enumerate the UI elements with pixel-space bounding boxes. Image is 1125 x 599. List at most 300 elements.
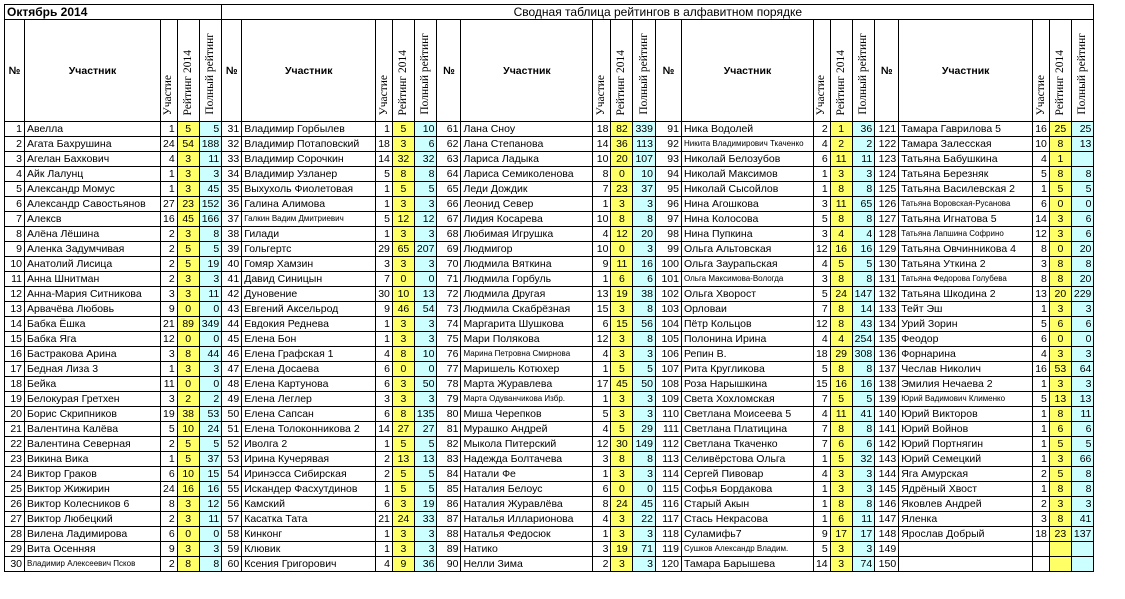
- cell-participant[interactable]: Алексв: [25, 212, 161, 227]
- cell-rating-2014[interactable]: [1049, 557, 1071, 572]
- cell-full-rating[interactable]: 0: [199, 377, 222, 392]
- cell-full-rating[interactable]: 4: [852, 227, 875, 242]
- cell-participant[interactable]: Полонина Ирина: [681, 332, 813, 347]
- cell-participation[interactable]: 2: [161, 242, 178, 257]
- cell-participation[interactable]: 27: [161, 197, 178, 212]
- cell-participant[interactable]: Татьяна Игнатова 5: [899, 212, 1033, 227]
- cell-participation[interactable]: 1: [376, 227, 393, 242]
- cell-full-rating[interactable]: 8: [852, 497, 875, 512]
- cell-rating-2014[interactable]: 38: [177, 407, 199, 422]
- cell-participant[interactable]: Людмила Вяткина: [461, 257, 593, 272]
- cell-number[interactable]: 27: [5, 512, 25, 527]
- cell-number[interactable]: 66: [437, 197, 461, 212]
- cell-participant[interactable]: Мыкола Питерский: [461, 437, 593, 452]
- cell-number[interactable]: 21: [5, 422, 25, 437]
- cell-participant[interactable]: Николай Сысойлов: [681, 182, 813, 197]
- cell-rating-2014[interactable]: 45: [611, 377, 633, 392]
- cell-participation[interactable]: 14: [1033, 212, 1050, 227]
- cell-participation[interactable]: 6: [593, 482, 611, 497]
- cell-number[interactable]: 5: [5, 182, 25, 197]
- cell-number[interactable]: 98: [655, 227, 681, 242]
- cell-full-rating[interactable]: 3: [414, 542, 437, 557]
- cell-participation[interactable]: 4: [813, 407, 830, 422]
- cell-number[interactable]: 142: [875, 437, 899, 452]
- cell-rating-2014[interactable]: 3: [392, 332, 414, 347]
- cell-number[interactable]: 116: [655, 497, 681, 512]
- cell-participant[interactable]: Агелан Бахкович: [25, 152, 161, 167]
- cell-rating-2014[interactable]: 0: [392, 272, 414, 287]
- cell-number[interactable]: 49: [222, 392, 242, 407]
- cell-rating-2014[interactable]: 0: [1049, 332, 1071, 347]
- cell-participation[interactable]: 12: [1033, 227, 1050, 242]
- header-participation[interactable]: [161, 20, 178, 122]
- cell-rating-2014[interactable]: 53: [1049, 362, 1071, 377]
- cell-rating-2014[interactable]: 12: [611, 227, 633, 242]
- cell-full-rating[interactable]: 8: [633, 452, 656, 467]
- cell-participant[interactable]: Клювик: [242, 542, 376, 557]
- cell-rating-2014[interactable]: 8: [611, 452, 633, 467]
- cell-full-rating[interactable]: 15: [199, 467, 222, 482]
- cell-rating-2014[interactable]: 3: [1049, 347, 1071, 362]
- cell-number[interactable]: 46: [222, 347, 242, 362]
- cell-full-rating[interactable]: 20: [633, 227, 656, 242]
- cell-rating-2014[interactable]: 45: [177, 212, 199, 227]
- header-full-rating[interactable]: [633, 20, 656, 122]
- cell-full-rating[interactable]: 308: [852, 347, 875, 362]
- header-full-rating[interactable]: [414, 20, 437, 122]
- cell-participant[interactable]: Татьяна Воровская-Русанова: [899, 197, 1033, 212]
- cell-full-rating[interactable]: 5: [199, 437, 222, 452]
- cell-number[interactable]: 15: [5, 332, 25, 347]
- cell-number[interactable]: 76: [437, 347, 461, 362]
- cell-participant[interactable]: Елена Сапсан: [242, 407, 376, 422]
- cell-participation[interactable]: 14: [813, 557, 830, 572]
- cell-rating-2014[interactable]: 8: [1049, 482, 1071, 497]
- cell-rating-2014[interactable]: 4: [830, 332, 852, 347]
- cell-participation[interactable]: 16: [1033, 122, 1050, 137]
- cell-rating-2014[interactable]: 3: [830, 482, 852, 497]
- cell-participation[interactable]: 7: [593, 182, 611, 197]
- cell-number[interactable]: 79: [437, 392, 461, 407]
- cell-participation[interactable]: 1: [1033, 437, 1050, 452]
- cell-number[interactable]: 51: [222, 422, 242, 437]
- cell-participation[interactable]: 4: [593, 422, 611, 437]
- cell-rating-2014[interactable]: 29: [830, 347, 852, 362]
- cell-participant[interactable]: Давид Синицын: [242, 272, 376, 287]
- cell-number[interactable]: 45: [222, 332, 242, 347]
- cell-rating-2014[interactable]: 6: [1049, 317, 1071, 332]
- cell-full-rating[interactable]: 0: [414, 272, 437, 287]
- cell-participant[interactable]: Вилена Ладимирова: [25, 527, 161, 542]
- cell-full-rating[interactable]: 8: [633, 212, 656, 227]
- cell-rating-2014[interactable]: 8: [1049, 407, 1071, 422]
- cell-number[interactable]: 57: [222, 512, 242, 527]
- cell-participant[interactable]: Света Хохломская: [681, 392, 813, 407]
- cell-number[interactable]: 105: [655, 332, 681, 347]
- cell-full-rating[interactable]: 113: [633, 137, 656, 152]
- cell-participant[interactable]: Лидия Косарева: [461, 212, 593, 227]
- cell-number[interactable]: 95: [655, 182, 681, 197]
- cell-number[interactable]: 40: [222, 257, 242, 272]
- cell-participant[interactable]: Ника Водолей: [681, 122, 813, 137]
- cell-full-rating[interactable]: 25: [1071, 122, 1094, 137]
- cell-full-rating[interactable]: 2: [199, 392, 222, 407]
- cell-participant[interactable]: Владимир Горбылев: [242, 122, 376, 137]
- cell-number[interactable]: 28: [5, 527, 25, 542]
- cell-participation[interactable]: 1: [376, 482, 393, 497]
- cell-participant[interactable]: Виктор Любецкий: [25, 512, 161, 527]
- cell-rating-2014[interactable]: 5: [830, 392, 852, 407]
- cell-number[interactable]: 67: [437, 212, 461, 227]
- cell-number[interactable]: 62: [437, 137, 461, 152]
- cell-number[interactable]: 37: [222, 212, 242, 227]
- cell-participant[interactable]: Юрий Семецкий: [899, 452, 1033, 467]
- cell-participation[interactable]: 6: [813, 152, 830, 167]
- cell-participant[interactable]: Иволга 2: [242, 437, 376, 452]
- cell-number[interactable]: 63: [437, 152, 461, 167]
- cell-full-rating[interactable]: 19: [414, 497, 437, 512]
- header-rating-2014[interactable]: [177, 20, 199, 122]
- cell-rating-2014[interactable]: 6: [611, 272, 633, 287]
- header-participation[interactable]: [593, 20, 611, 122]
- cell-rating-2014[interactable]: 3: [611, 332, 633, 347]
- cell-full-rating[interactable]: 0: [199, 527, 222, 542]
- cell-number[interactable]: 144: [875, 467, 899, 482]
- cell-rating-2014[interactable]: 2: [177, 392, 199, 407]
- cell-full-rating[interactable]: 16: [633, 257, 656, 272]
- cell-full-rating[interactable]: 3: [633, 407, 656, 422]
- cell-participant[interactable]: Маришель Котюхер: [461, 362, 593, 377]
- cell-full-rating[interactable]: 5: [1071, 182, 1094, 197]
- cell-full-rating[interactable]: 32: [852, 452, 875, 467]
- cell-full-rating[interactable]: 137: [1071, 527, 1094, 542]
- cell-rating-2014[interactable]: 8: [1049, 137, 1071, 152]
- cell-full-rating[interactable]: 38: [633, 287, 656, 302]
- cell-participation[interactable]: 4: [1033, 347, 1050, 362]
- cell-participation[interactable]: 14: [376, 152, 393, 167]
- cell-participant[interactable]: Яга Амурская: [899, 467, 1033, 482]
- cell-full-rating[interactable]: 3: [414, 332, 437, 347]
- cell-number[interactable]: 52: [222, 437, 242, 452]
- cell-participant[interactable]: Елена Бон: [242, 332, 376, 347]
- cell-participation[interactable]: 18: [593, 122, 611, 137]
- cell-rating-2014[interactable]: 8: [830, 422, 852, 437]
- cell-participant[interactable]: Яковлев Андрей: [899, 497, 1033, 512]
- cell-number[interactable]: 11: [5, 272, 25, 287]
- cell-participation[interactable]: 1: [593, 467, 611, 482]
- cell-participant[interactable]: Урий Зорин: [899, 317, 1033, 332]
- cell-participation[interactable]: 4: [376, 347, 393, 362]
- cell-number[interactable]: 100: [655, 257, 681, 272]
- cell-rating-2014[interactable]: 5: [392, 182, 414, 197]
- cell-participation[interactable]: 7: [813, 392, 830, 407]
- cell-full-rating[interactable]: 20: [1071, 272, 1094, 287]
- cell-rating-2014[interactable]: 3: [830, 167, 852, 182]
- cell-full-rating[interactable]: 12: [414, 212, 437, 227]
- cell-full-rating[interactable]: 5: [199, 122, 222, 137]
- cell-rating-2014[interactable]: 3: [177, 362, 199, 377]
- cell-participation[interactable]: 1: [161, 167, 178, 182]
- cell-full-rating[interactable]: 65: [852, 197, 875, 212]
- cell-participant[interactable]: Сергей Пивовар: [681, 467, 813, 482]
- cell-participation[interactable]: 1: [376, 122, 393, 137]
- cell-participant[interactable]: Белокурая Гретхен: [25, 392, 161, 407]
- cell-participation[interactable]: 8: [593, 497, 611, 512]
- cell-participation[interactable]: 1: [593, 272, 611, 287]
- cell-participant[interactable]: Александр Момус: [25, 182, 161, 197]
- cell-participation[interactable]: 4: [813, 257, 830, 272]
- cell-participation[interactable]: 2: [161, 257, 178, 272]
- cell-participation[interactable]: 1: [813, 482, 830, 497]
- cell-participant[interactable]: Владимир Сорочкин: [242, 152, 376, 167]
- cell-rating-2014[interactable]: 5: [392, 437, 414, 452]
- cell-number[interactable]: 108: [655, 377, 681, 392]
- cell-participation[interactable]: 7: [813, 302, 830, 317]
- cell-participation[interactable]: 12: [813, 242, 830, 257]
- cell-participant[interactable]: Тамара Гаврилова 5: [899, 122, 1033, 137]
- cell-rating-2014[interactable]: 10: [177, 467, 199, 482]
- cell-rating-2014[interactable]: 10: [392, 287, 414, 302]
- cell-participation[interactable]: 10: [593, 152, 611, 167]
- cell-participation[interactable]: 3: [813, 197, 830, 212]
- cell-rating-2014[interactable]: 11: [611, 257, 633, 272]
- cell-rating-2014[interactable]: [1049, 542, 1071, 557]
- cell-participant[interactable]: Юрий Портнягин: [899, 437, 1033, 452]
- month-title[interactable]: Октябрь 2014: [5, 5, 222, 20]
- cell-number[interactable]: 47: [222, 362, 242, 377]
- cell-full-rating[interactable]: 10: [414, 122, 437, 137]
- cell-participant[interactable]: Александр Савостьянов: [25, 197, 161, 212]
- header-rating-2014[interactable]: [1049, 20, 1071, 122]
- cell-participation[interactable]: 8: [1033, 272, 1050, 287]
- cell-participant[interactable]: Лариса Семиколенова: [461, 167, 593, 182]
- cell-rating-2014[interactable]: 23: [177, 197, 199, 212]
- cell-participant[interactable]: Светлана Ткаченко: [681, 437, 813, 452]
- cell-participation[interactable]: 3: [1033, 257, 1050, 272]
- cell-participation[interactable]: 7: [813, 422, 830, 437]
- cell-rating-2014[interactable]: 8: [177, 557, 199, 572]
- cell-number[interactable]: 7: [5, 212, 25, 227]
- cell-participation[interactable]: 1: [813, 182, 830, 197]
- cell-participation[interactable]: 2: [161, 437, 178, 452]
- cell-full-rating[interactable]: 339: [633, 122, 656, 137]
- cell-participation[interactable]: 14: [593, 137, 611, 152]
- cell-rating-2014[interactable]: 3: [177, 152, 199, 167]
- cell-participant[interactable]: Никита Владимирович Ткаченко: [681, 137, 813, 152]
- cell-rating-2014[interactable]: 5: [392, 467, 414, 482]
- cell-participation[interactable]: 2: [161, 512, 178, 527]
- cell-participant[interactable]: Любимая Игрушка: [461, 227, 593, 242]
- cell-participant[interactable]: Юрий Войнов: [899, 422, 1033, 437]
- cell-full-rating[interactable]: 3: [414, 527, 437, 542]
- cell-rating-2014[interactable]: 3: [611, 527, 633, 542]
- cell-full-rating[interactable]: 5: [1071, 437, 1094, 452]
- cell-full-rating[interactable]: 64: [1071, 362, 1094, 377]
- cell-participation[interactable]: 4: [593, 512, 611, 527]
- cell-number[interactable]: 119: [655, 542, 681, 557]
- cell-participant[interactable]: Аленка Задумчивая: [25, 242, 161, 257]
- header-participation[interactable]: [376, 20, 393, 122]
- cell-number[interactable]: 102: [655, 287, 681, 302]
- cell-number[interactable]: 25: [5, 482, 25, 497]
- cell-number[interactable]: 65: [437, 182, 461, 197]
- cell-number[interactable]: 130: [875, 257, 899, 272]
- cell-number[interactable]: 86: [437, 497, 461, 512]
- cell-full-rating[interactable]: 45: [633, 497, 656, 512]
- header-participant[interactable]: Участник: [899, 20, 1033, 122]
- cell-participation[interactable]: 4: [376, 557, 393, 572]
- cell-participant[interactable]: Натико: [461, 542, 593, 557]
- cell-participation[interactable]: 3: [376, 392, 393, 407]
- cell-rating-2014[interactable]: 5: [1049, 437, 1071, 452]
- cell-participant[interactable]: Пётр Кольцов: [681, 317, 813, 332]
- cell-full-rating[interactable]: 5: [414, 467, 437, 482]
- cell-number[interactable]: 82: [437, 437, 461, 452]
- cell-number[interactable]: 140: [875, 407, 899, 422]
- cell-participation[interactable]: 1: [593, 392, 611, 407]
- cell-participation[interactable]: 1: [593, 197, 611, 212]
- cell-rating-2014[interactable]: 3: [611, 467, 633, 482]
- cell-rating-2014[interactable]: 5: [611, 362, 633, 377]
- cell-participation[interactable]: 1: [161, 182, 178, 197]
- cell-number[interactable]: 133: [875, 302, 899, 317]
- cell-number[interactable]: 14: [5, 317, 25, 332]
- cell-rating-2014[interactable]: 8: [392, 167, 414, 182]
- cell-number[interactable]: 138: [875, 377, 899, 392]
- cell-participant[interactable]: Татьяна Овчинникова 4: [899, 242, 1033, 257]
- cell-number[interactable]: 20: [5, 407, 25, 422]
- cell-number[interactable]: 58: [222, 527, 242, 542]
- cell-participation[interactable]: 3: [161, 392, 178, 407]
- cell-rating-2014[interactable]: 8: [830, 497, 852, 512]
- cell-number[interactable]: 150: [875, 557, 899, 572]
- cell-participant[interactable]: Ольга Альтовская: [681, 242, 813, 257]
- cell-rating-2014[interactable]: 5: [1049, 182, 1071, 197]
- cell-participation[interactable]: 1: [1033, 302, 1050, 317]
- cell-rating-2014[interactable]: 3: [392, 392, 414, 407]
- cell-participant[interactable]: Селивёрстова Ольга: [681, 452, 813, 467]
- cell-participation[interactable]: 12: [593, 332, 611, 347]
- cell-participant[interactable]: Лана Сноу: [461, 122, 593, 137]
- cell-participation[interactable]: 5: [376, 167, 393, 182]
- cell-full-rating[interactable]: 207: [414, 242, 437, 257]
- cell-participation[interactable]: 5: [813, 212, 830, 227]
- cell-participant[interactable]: Марта Одуванчикова Избр.: [461, 392, 593, 407]
- cell-participation[interactable]: 1: [161, 452, 178, 467]
- cell-full-rating[interactable]: 16: [852, 377, 875, 392]
- cell-participant[interactable]: Маргарита Шушкова: [461, 317, 593, 332]
- cell-full-rating[interactable]: 54: [414, 302, 437, 317]
- header-full-rating[interactable]: [1071, 20, 1094, 122]
- cell-rating-2014[interactable]: 8: [392, 347, 414, 362]
- cell-participation[interactable]: 8: [593, 167, 611, 182]
- cell-participation[interactable]: 9: [376, 302, 393, 317]
- cell-number[interactable]: 96: [655, 197, 681, 212]
- cell-participant[interactable]: Людмила Горбуль: [461, 272, 593, 287]
- cell-full-rating[interactable]: 0: [1071, 197, 1094, 212]
- cell-rating-2014[interactable]: 5: [611, 422, 633, 437]
- cell-full-rating[interactable]: 33: [414, 512, 437, 527]
- cell-participant[interactable]: Валентина Северная: [25, 437, 161, 452]
- cell-participant[interactable]: Натали Фе: [461, 467, 593, 482]
- cell-full-rating[interactable]: 22: [633, 512, 656, 527]
- cell-rating-2014[interactable]: 3: [611, 302, 633, 317]
- cell-participant[interactable]: Надежда Болтачева: [461, 452, 593, 467]
- cell-full-rating[interactable]: 11: [852, 152, 875, 167]
- cell-participant[interactable]: Бейка: [25, 377, 161, 392]
- cell-number[interactable]: 68: [437, 227, 461, 242]
- cell-full-rating[interactable]: 6: [1071, 227, 1094, 242]
- cell-number[interactable]: 42: [222, 287, 242, 302]
- cell-number[interactable]: 111: [655, 422, 681, 437]
- cell-participation[interactable]: 4: [161, 152, 178, 167]
- cell-participation[interactable]: 19: [161, 407, 178, 422]
- cell-number[interactable]: 50: [222, 407, 242, 422]
- cell-participation[interactable]: 1: [1033, 452, 1050, 467]
- cell-participation[interactable]: 5: [813, 542, 830, 557]
- cell-participant[interactable]: Орловаи: [681, 302, 813, 317]
- cell-participation[interactable]: 7: [813, 437, 830, 452]
- header-number[interactable]: №: [437, 20, 461, 122]
- cell-participant[interactable]: Ирина Кучерявая: [242, 452, 376, 467]
- cell-participation[interactable]: 6: [161, 467, 178, 482]
- cell-participant[interactable]: Гольгертс: [242, 242, 376, 257]
- cell-participation[interactable]: 12: [813, 317, 830, 332]
- cell-rating-2014[interactable]: 9: [392, 557, 414, 572]
- cell-full-rating[interactable]: 8: [1071, 467, 1094, 482]
- cell-participation[interactable]: 1: [376, 182, 393, 197]
- cell-number[interactable]: 92: [655, 137, 681, 152]
- cell-full-rating[interactable]: 3: [199, 272, 222, 287]
- cell-participation[interactable]: 21: [161, 317, 178, 332]
- cell-number[interactable]: 75: [437, 332, 461, 347]
- cell-full-rating[interactable]: 8: [852, 182, 875, 197]
- cell-participation[interactable]: 9: [813, 527, 830, 542]
- cell-number[interactable]: 145: [875, 482, 899, 497]
- cell-participant[interactable]: Ксения Григорович: [242, 557, 376, 572]
- cell-participant[interactable]: Евдокия Реднева: [242, 317, 376, 332]
- cell-rating-2014[interactable]: 3: [1049, 452, 1071, 467]
- cell-rating-2014[interactable]: 23: [611, 182, 633, 197]
- cell-participation[interactable]: 7: [376, 272, 393, 287]
- cell-participation[interactable]: 15: [813, 377, 830, 392]
- cell-full-rating[interactable]: 0: [414, 362, 437, 377]
- cell-rating-2014[interactable]: 13: [392, 452, 414, 467]
- cell-rating-2014[interactable]: 5: [177, 437, 199, 452]
- cell-number[interactable]: 94: [655, 167, 681, 182]
- cell-participation[interactable]: 2: [161, 227, 178, 242]
- cell-rating-2014[interactable]: 46: [392, 302, 414, 317]
- cell-participant[interactable]: Сушков Александр Владим.: [681, 542, 813, 557]
- cell-number[interactable]: 112: [655, 437, 681, 452]
- cell-number[interactable]: 126: [875, 197, 899, 212]
- cell-rating-2014[interactable]: 3: [177, 287, 199, 302]
- cell-participant[interactable]: Анна-Мария Ситникова: [25, 287, 161, 302]
- cell-full-rating[interactable]: 8: [633, 332, 656, 347]
- cell-participation[interactable]: 1: [376, 437, 393, 452]
- cell-participant[interactable]: Владимир Узланер: [242, 167, 376, 182]
- cell-participation[interactable]: 6: [376, 377, 393, 392]
- cell-participant[interactable]: Татьяна Василевская 2: [899, 182, 1033, 197]
- cell-full-rating[interactable]: 3: [414, 197, 437, 212]
- cell-rating-2014[interactable]: 5: [392, 482, 414, 497]
- cell-rating-2014[interactable]: 0: [177, 527, 199, 542]
- cell-rating-2014[interactable]: 24: [611, 497, 633, 512]
- cell-full-rating[interactable]: 17: [852, 527, 875, 542]
- cell-rating-2014[interactable]: 89: [177, 317, 199, 332]
- cell-full-rating[interactable]: 8: [1071, 482, 1094, 497]
- cell-participant[interactable]: Лана Степанова: [461, 137, 593, 152]
